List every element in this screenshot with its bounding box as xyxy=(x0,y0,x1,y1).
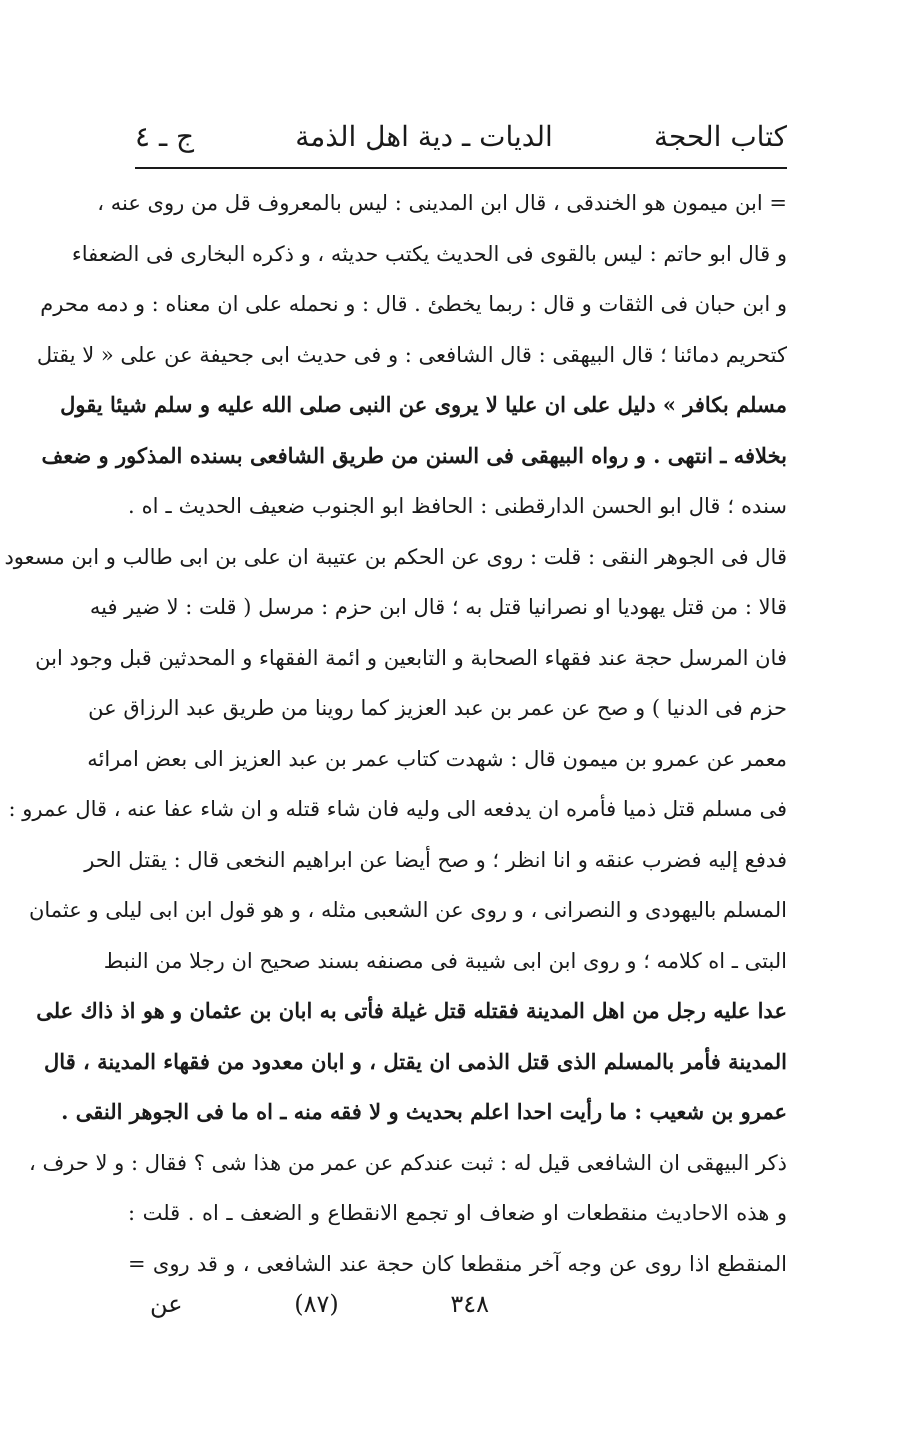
page-number: ٣٤٨ xyxy=(450,1290,489,1318)
text-line: بخلافه ـ انتهى . و رواه البيهقى فى السنن من طريق الشافعى بسنده المذكور و ضعف xyxy=(41,442,787,468)
text-line: كتحريم دمائنا ؛ قال البيهقى : قال الشافعى : و فى حديث ابى جحيفة عن على « لا يقتل xyxy=(36,342,787,367)
text-line: = ابن ميمون هو الخندقى ، قال ابن المدينى : ليس بالمعروف قل من روى عنه ، xyxy=(97,191,787,215)
signature-mark: (٨٧) xyxy=(294,1290,339,1318)
header-rule xyxy=(135,167,787,169)
text-line: قال فى الجوهر النقى : قلت : روى عن الحكم بن عتيبة ان على بن ابى طالب و ابن مسعود xyxy=(4,544,787,569)
text-line: فان المرسل حجة عند فقهاء الصحابة و التابعين و ائمة الفقهاء و المحدثين قبل وجود ابن xyxy=(35,645,787,670)
text-line: المسلم باليهودى و النصرانى ، و روى عن الشعبى مثله ، و هو قول ابن ابى ليلى و عثمان xyxy=(28,898,787,922)
text-line: المدينة فأمر بالمسلم الذى قتل الذمى ان يقتل ، و ابان معدود من فقهاء المدينة ، قال xyxy=(44,1048,787,1074)
text-line: و ابن حبان فى الثقات و قال : ربما يخطئ . قال : و نحمله على ان معناه : و دمه محرم xyxy=(40,292,787,316)
text-line: المنقطع اذا روى عن وجه آخر منقطعا كان حجة عند الشافعى ، و قد روى = xyxy=(128,1251,787,1276)
text-line: سنده ؛ قال ابو الحسن الدارقطنى : الحافظ ابو الجنوب ضعيف الحديث ـ اه . xyxy=(128,494,787,518)
book-title: كتاب الحجة xyxy=(653,119,787,153)
text-line: و هذه الاحاديث منقطعات او ضعاف او تجمع الانقطاع و الضعف ـ اه . قلت : xyxy=(128,1201,787,1225)
volume-label: ج ـ ٤ xyxy=(135,119,195,153)
text-line: حزم فى الدنيا ) و صح عن عمر بن عبد العزيز كما روينا من طريق عبد الرزاق عن xyxy=(88,696,787,720)
text-line: عدا عليه رجل من اهل المدينة فقتله قتل غيلة فأتى به ابان بن عثمان و هو اذ ذاك على xyxy=(36,998,787,1023)
text-line: مسلم بكافر » دليل على ان عليا لا يروى عن النبى صلى الله عليه و سلم شيئا يقول xyxy=(60,392,787,417)
text-line: عمرو بن شعيب : ما رأيت احدا اعلم بحديث و لا فقه منه ـ اه ما فى الجوهر النقى . xyxy=(61,1099,787,1124)
text-line: فى مسلم قتل ذميا فأمره ان يدفعه الى وليه فان شاء قتله و ان شاء عفا عنه ، قال عمرو : xyxy=(8,797,787,821)
text-line: قالا : من قتل يهوديا او نصرانيا قتل به ؛ قال ابن حزم : مرسل ( قلت : لا ضير فيه xyxy=(89,595,787,619)
page-footer xyxy=(150,1284,489,1324)
catchword: عن xyxy=(150,1290,183,1318)
text-line: و قال ابو حاتم : ليس بالقوى فى الحديث يكتب حديثه ، و ذكره البخارى فى الضعفاء xyxy=(71,241,787,266)
running-head xyxy=(135,112,787,160)
text-line: البتى ـ اه كلامه ؛ و روى ابن ابى شيبة فى مصنفه بسند صحيح ان رجلا من النبط xyxy=(103,948,787,973)
text-line: معمر عن عمرو بن ميمون قال : شهدت كتاب عمر بن عبد العزيز الى بعض امرائه xyxy=(87,746,787,771)
text-line: ذكر البيهقى ان الشافعى قيل له : ثبت عندكم عن عمر من هذا شى ؟ فقال : و لا حرف ، xyxy=(29,1150,787,1175)
body-text xyxy=(4,178,787,1289)
section-title: الديات ـ دية اهل الذمة xyxy=(295,119,553,153)
text-line: فدفع إليه فضرب عنقه و انا انظر ؛ و صح أيضا عن ابراهيم النخعى قال : يقتل الحر xyxy=(84,847,787,872)
